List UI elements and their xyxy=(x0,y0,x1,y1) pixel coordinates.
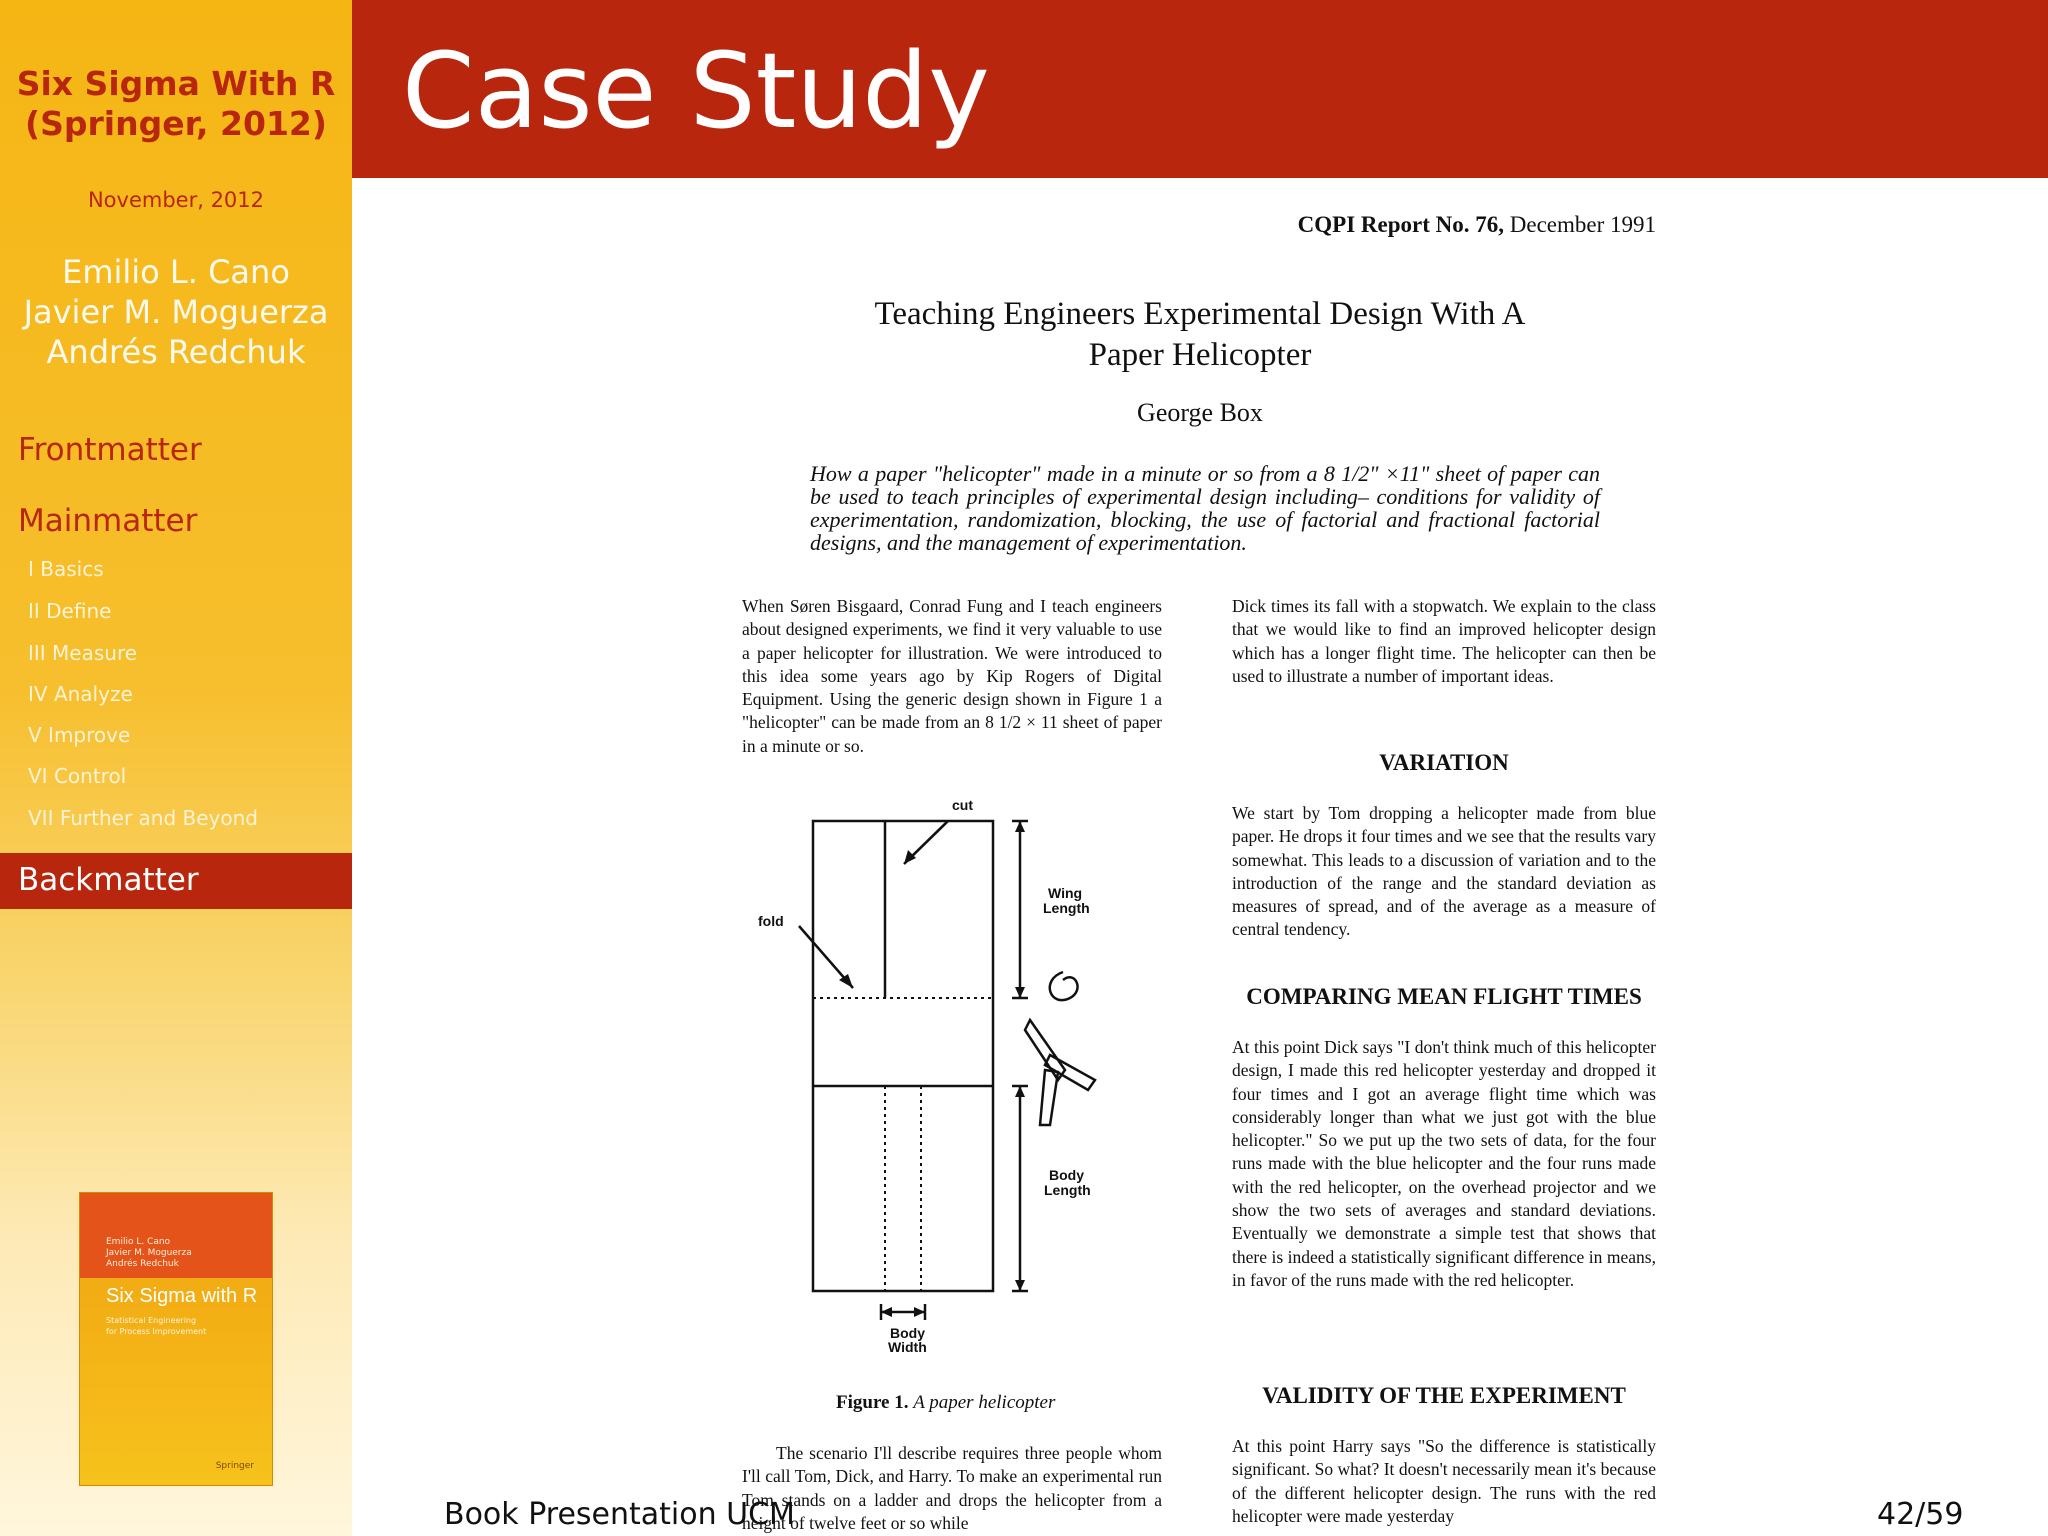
paper-title: Teaching Engineers Experimental Design With A Paper Helicopter xyxy=(874,296,1526,373)
comparing-text: At this point Dick says "I don't think much of this helicopter design, I made this red helicopter yesterday and dropped it four times and I got an average flight time which was considerably longer than what we just got with the blue helicopter." So we put up the two sets of data, for the four runs made with the blue helicopter and the four runs made with the red helicopter, on the overhead projector and we show the two sets of averages and standard deviations. Eventually we demonstrate a simple test that shows that there is indeed a statistically significant difference in means, in favor of the runs made with the red helicopter. xyxy=(1232,1037,1656,1290)
left-col-scenario: The scenario I'll describe requires three people whom I'll call Tom, Dick, and Harry. To make an experimental run Tom stands on a ladder and drops the helicopter from a height of twelve feet or so while xyxy=(742,1443,1162,1533)
nav-backmatter-label: Backmatter xyxy=(18,862,199,898)
paper-abstract: How a paper "helicopter" made in a minute or so from a 8 1/2" ×11" sheet of paper can be used to teach principles of experimental design including– conditions for validity of experimentation, randomization, blocking, the use of factorial and fractional factorial designs, and the management of experimentation. xyxy=(810,461,1600,555)
slide-header xyxy=(352,0,2048,178)
variation-text: We start by Tom dropping a helicopter made from blue paper. He drops it four times and we see that the results vary somewhat. This leads to a discussion of variation and to the introduction of the range and the standard deviation as measures of spread, and of the average as a measure of central tendency. xyxy=(1232,803,1656,940)
nav-sub-measure[interactable]: III Measure xyxy=(28,641,138,665)
nav-sub-define[interactable]: II Define xyxy=(28,599,112,623)
paper-author: George Box xyxy=(1137,398,1263,427)
figure-label-wing-2: Length xyxy=(1043,900,1090,916)
cover-authors: Emilio L. Cano Javier M. Moguerza Andrés Redchuk xyxy=(106,1237,192,1269)
sidebar xyxy=(0,0,352,1536)
figure-spin-icon xyxy=(1050,972,1078,1000)
nav-mainmatter[interactable]: Mainmatter xyxy=(18,503,198,539)
cover-title: Six Sigma with R xyxy=(106,1285,258,1307)
figure-caption: Figure 1. A paper helicopter xyxy=(836,1392,1056,1413)
figure-label-cut: cut xyxy=(952,797,973,813)
nav-sub-further[interactable]: VII Further and Beyond xyxy=(28,806,258,830)
helicopter-figure xyxy=(740,780,1160,1360)
book-title-line2: (Springer, 2012) xyxy=(25,104,327,143)
nav-sub-analyze[interactable]: IV Analyze xyxy=(28,682,133,706)
figure-label-width-2: Width xyxy=(888,1339,927,1355)
validity-text: At this point Harry says "So the difference is statistically significant. So what? It doesn't necessarily mean it's because of the different helicopter design. The runs with the red helicopter were made yesterday xyxy=(1232,1436,1656,1526)
cover-subtitle: Statistical Engineering for Process Improvement xyxy=(106,1316,207,1336)
figure-sheet-outline xyxy=(813,821,993,1291)
footer-presentation-label: Book Presentation UCM xyxy=(444,1497,795,1532)
right-col-intro: Dick times its fall with a stopwatch. We explain to the class that we would like to find an improved helicopter design which has a longer flight time. The helicopter can then be used to illustrate a number of important ideas. xyxy=(1232,596,1656,686)
paper-scan xyxy=(700,200,1700,1536)
figure-label-body-1: Body xyxy=(1049,1167,1084,1183)
figure-label-wing-1: Wing xyxy=(1048,885,1083,901)
nav-frontmatter[interactable]: Frontmatter xyxy=(18,432,202,468)
book-cover-image xyxy=(80,1193,272,1485)
figure-label-fold: fold xyxy=(758,913,784,929)
report-number: CQPI Report No. 76, December 1991 xyxy=(1297,212,1656,237)
figure-label-width-1: Body xyxy=(890,1325,925,1341)
presentation-date: November, 2012 xyxy=(87,188,265,212)
figure-helicopter-body xyxy=(1040,1070,1058,1125)
nav-sub-improve[interactable]: V Improve xyxy=(28,723,131,747)
nav-sub-basics[interactable]: I Basics xyxy=(28,557,104,581)
cover-publisher: Springer xyxy=(215,1461,254,1471)
author-2: Javier M. Moguerza xyxy=(23,293,329,331)
nav-sub-control[interactable]: VI Control xyxy=(28,764,127,788)
heading-comparing: COMPARING MEAN FLIGHT TIMES xyxy=(1246,984,1642,1009)
heading-validity: VALIDITY OF THE EXPERIMENT xyxy=(1262,1383,1626,1408)
left-col-intro: When Søren Bisgaard, Conrad Fung and I teach engineers about designed experiments, we find it very valuable to use a paper helicopter for illustration. We were introduced to this idea some years ago by Kip Rogers of Digital Equipment. Using the generic design shown in Figure 1 a "helicopter" can be made from an 8 1/2 × 11 sheet of paper in a minute or so. xyxy=(742,596,1162,756)
heading-variation: VARIATION xyxy=(1379,750,1509,775)
slide-title: Case Study xyxy=(402,30,990,152)
book-title-line1: Six Sigma With R xyxy=(16,64,336,103)
author-1: Emilio L. Cano xyxy=(62,253,290,291)
page-number: 42/59 xyxy=(1877,1497,1964,1532)
nav-backmatter[interactable] xyxy=(0,853,352,909)
author-3: Andrés Redchuk xyxy=(46,333,306,371)
figure-label-body-2: Length xyxy=(1044,1182,1091,1198)
